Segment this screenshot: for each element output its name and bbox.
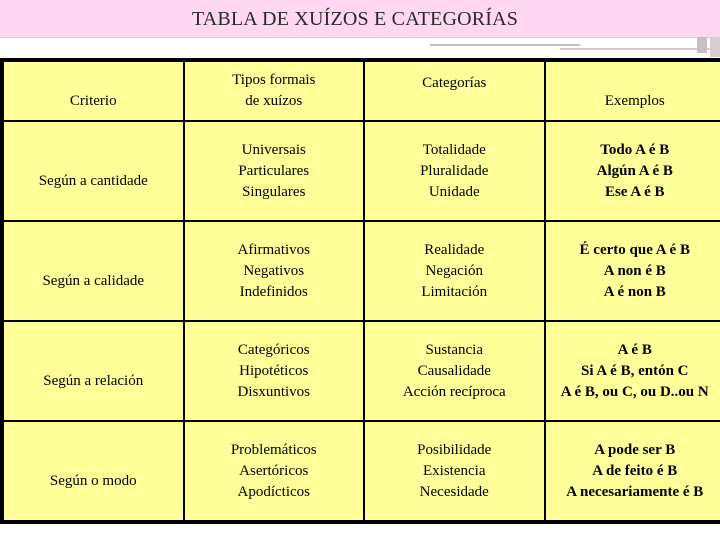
categorias-cell: Totalidade Pluralidade Unidade (364, 121, 545, 221)
header-criterio: Criterio (3, 61, 184, 121)
categorias-cell: Sustancia Causalidade Acción recíproca (364, 321, 545, 421)
header-tipos: Tipos formais de xuízos (184, 61, 365, 121)
exemplos-cell: É certo que A é B A non é B A é non B (545, 221, 720, 321)
exemplos-cell: A pode ser B A de feito é B A necesariamente é B (545, 421, 720, 521)
table-row (3, 121, 720, 221)
page-title: TABLA DE XUÍZOS E CATEGORÍAS (191, 8, 519, 30)
criterio-cell: Según a cantidade (3, 121, 184, 221)
criterio-cell: Según o modo (3, 421, 184, 521)
criterio-cell: Según a relación (3, 321, 184, 421)
table-row (3, 321, 720, 421)
exemplos-cell: Todo A é B Algún A é B Ese A é B (545, 121, 720, 221)
tipos-cell: Afirmativos Negativos Indefinidos (184, 221, 365, 321)
table-row (3, 221, 720, 321)
title-bar (0, 0, 720, 37)
categorias-cell: Posibilidade Existencia Necesidade (364, 421, 545, 521)
tipos-cell: Problemáticos Asertóricos Apodícticos (184, 421, 365, 521)
header-categorias: Categorías (364, 61, 545, 121)
criterio-cell: Según a calidade (3, 221, 184, 321)
table-row (3, 421, 720, 521)
decorative-line (560, 48, 710, 50)
header-exemplos: Exemplos (545, 61, 720, 121)
decorative-line (430, 44, 580, 46)
judgments-table (0, 58, 720, 524)
tipos-cell: Categóricos Hipotéticos Disxuntivos (184, 321, 365, 421)
decorative-line (0, 37, 720, 38)
exemplos-cell: A é B Si A é B, entón C A é B, ou C, ou D..ou N (545, 321, 720, 421)
decorative-block (710, 37, 720, 57)
decorative-block (697, 37, 707, 53)
tipos-cell: Universais Particulares Singulares (184, 121, 365, 221)
table-header-row (3, 61, 720, 121)
categorias-cell: Realidade Negación Limitación (364, 221, 545, 321)
